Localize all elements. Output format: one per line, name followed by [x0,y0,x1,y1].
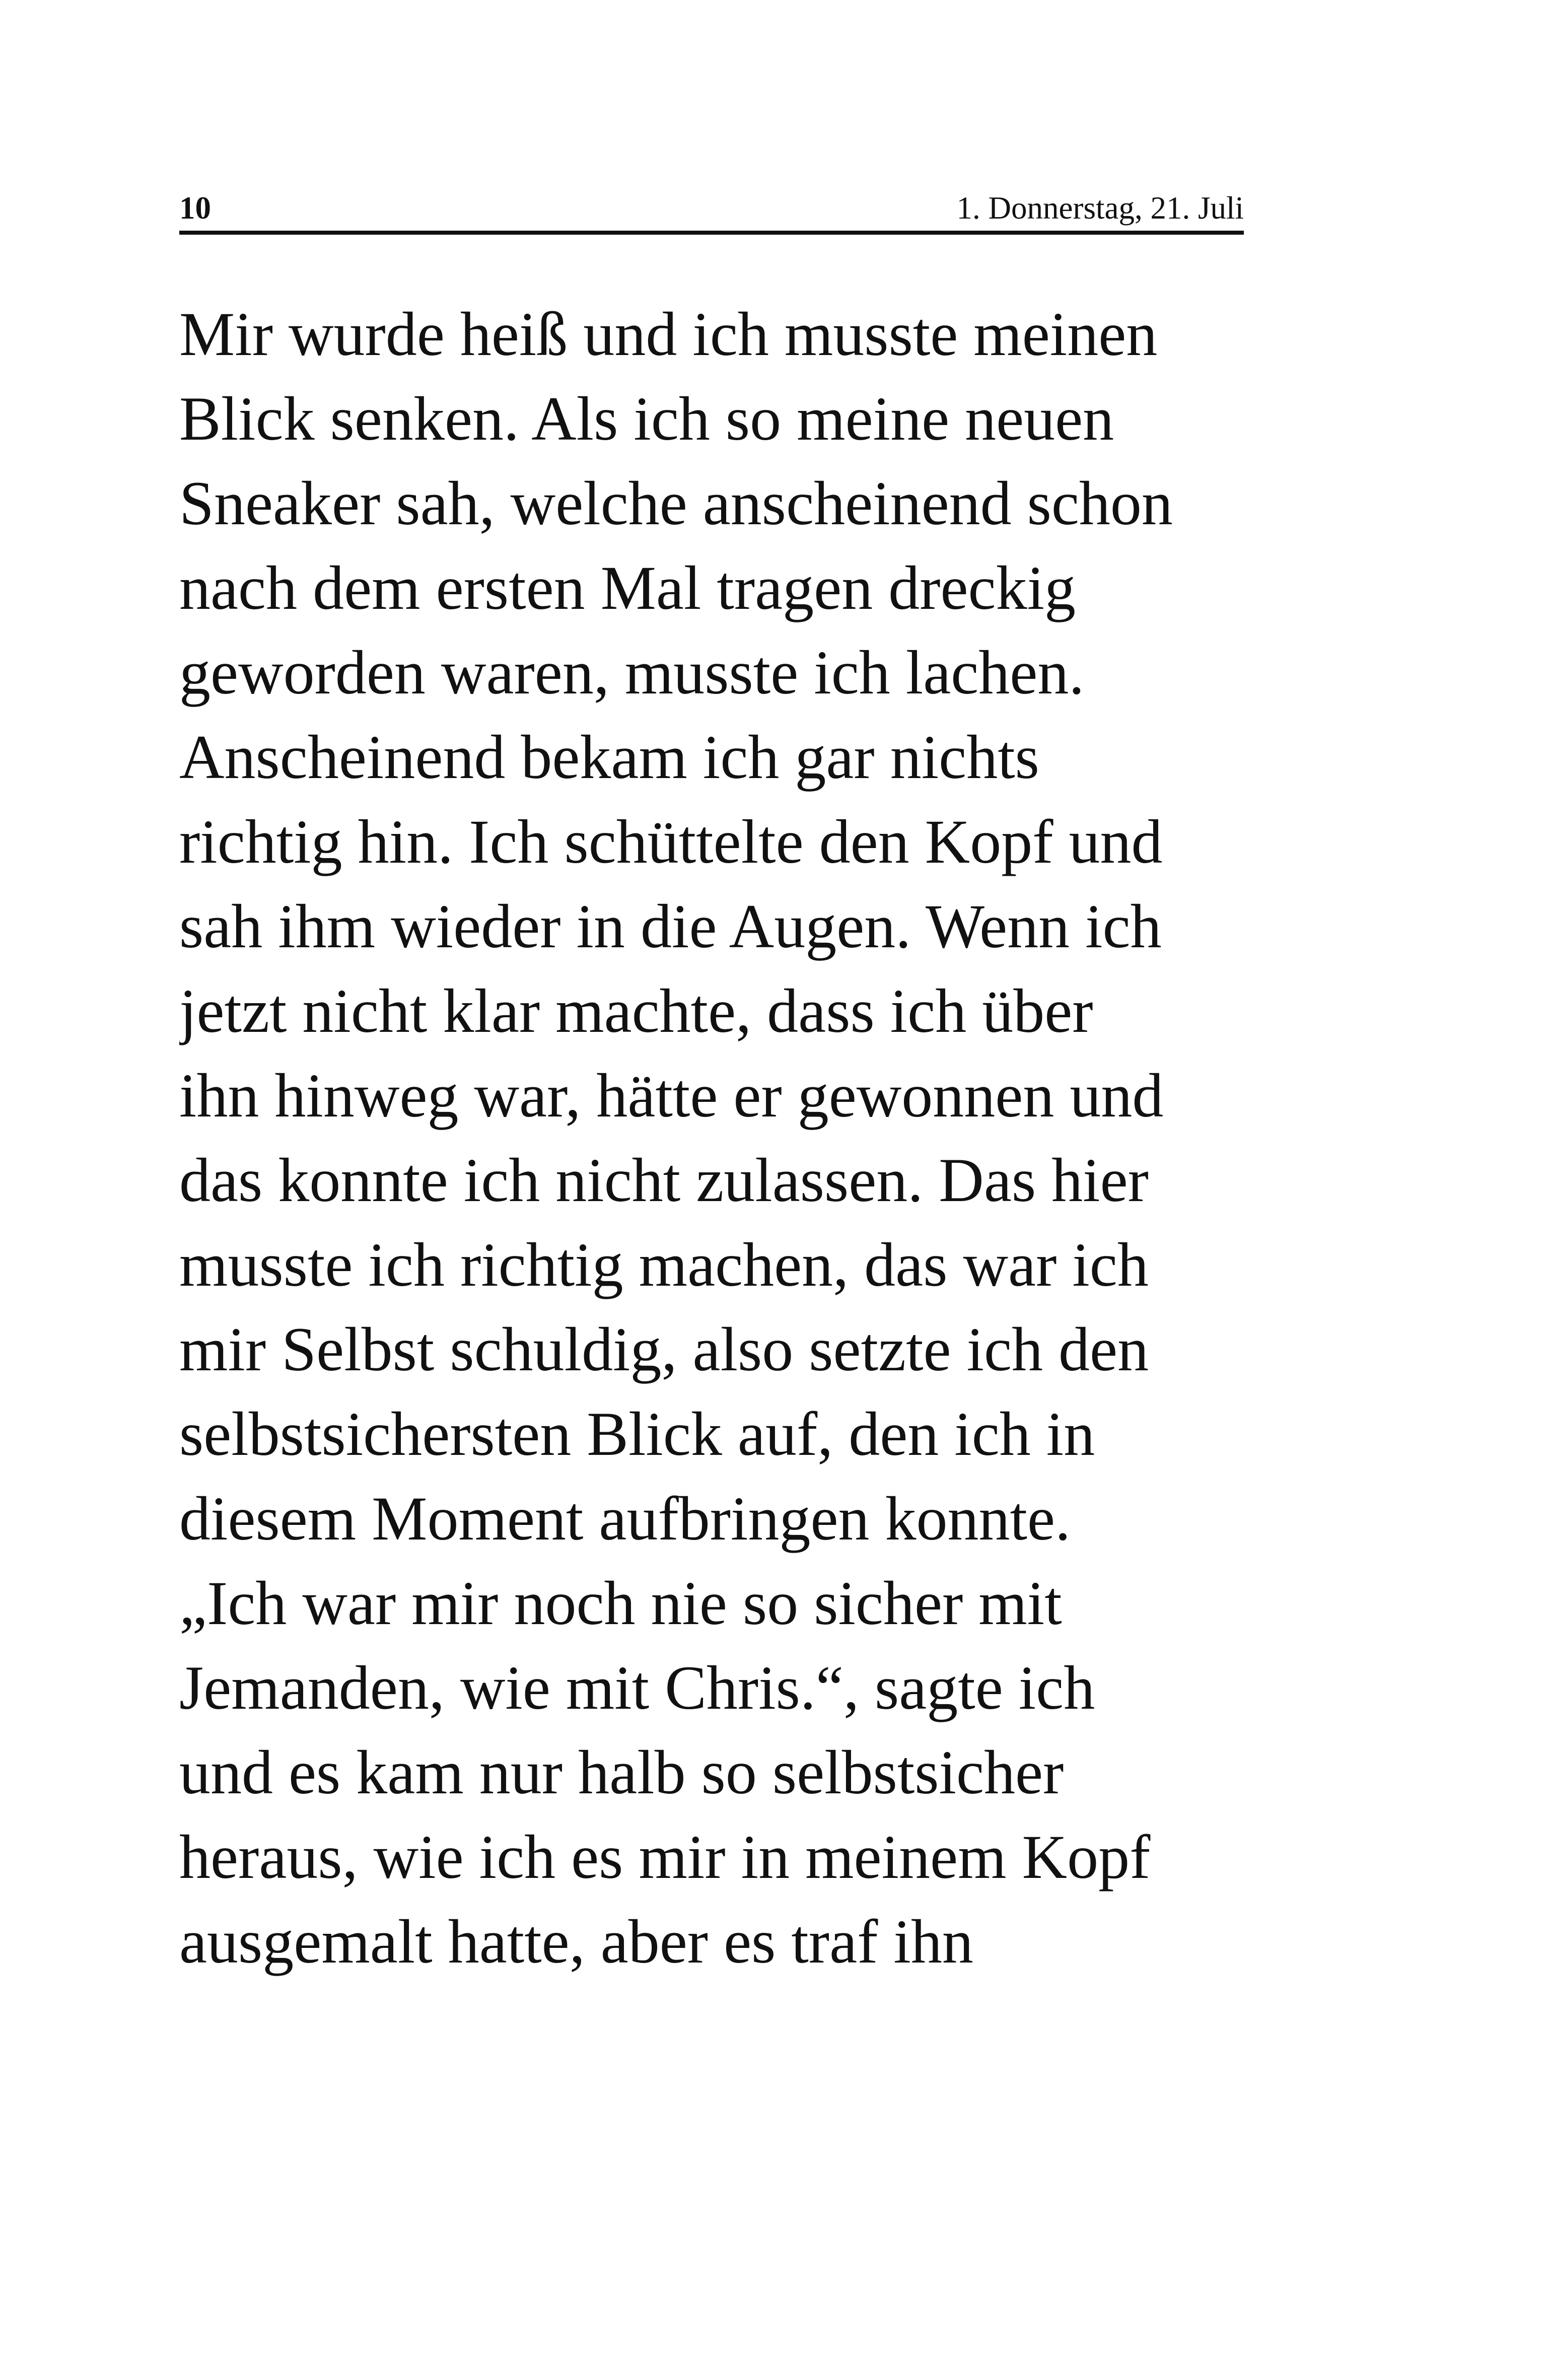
header-rule [179,231,1244,235]
text-line: richtig hin. Ich schüttelte den Kopf und [179,807,1163,876]
text-line: ausgemalt hatte, aber es traf ihn [179,1907,973,1976]
text-line: Sneaker sah, welche anscheinend schon [179,469,1173,538]
text-line: und es kam nur halb so selbstsicher [179,1738,1064,1807]
text-line: geworden waren, musste ich lachen. [179,638,1085,707]
text-line: Blick senken. Als ich so meine neuen [179,384,1114,453]
text-line: ihn hinweg war, hätte er gewonnen und [179,1061,1164,1130]
text-line: sah ihm wieder in die Augen. Wenn ich [179,892,1162,961]
text-line: Mir wurde heiß und ich musste meinen [179,300,1158,369]
running-head: 1. Donnerstag, 21. Juli [956,190,1244,226]
text-line: das konnte ich nicht zulassen. Das hier [179,1146,1149,1215]
text-line: Jemanden, wie mit Chris.“, sagte ich [179,1653,1095,1722]
text-line: diesem Moment aufbringen konnte. [179,1484,1071,1553]
page-number: 10 [179,190,211,226]
text-line: „Ich war mir noch nie so sicher mit [179,1569,1062,1638]
text-line: heraus, wie ich es mir in meinem Kopf [179,1823,1151,1892]
body-text [179,292,1244,1984]
text-line: jetzt nicht klar machte, dass ich über [179,976,1093,1045]
text-line: Anscheinend bekam ich gar nichts [179,723,1039,792]
text-line: musste ich richtig machen, das war ich [179,1230,1149,1299]
text-line: nach dem ersten Mal tragen dreckig [179,553,1076,622]
text-line: mir Selbst schuldig, also setzte ich den [179,1315,1149,1384]
text-line: selbstsichersten Blick auf, den ich in [179,1399,1095,1468]
page-header [179,179,1244,224]
